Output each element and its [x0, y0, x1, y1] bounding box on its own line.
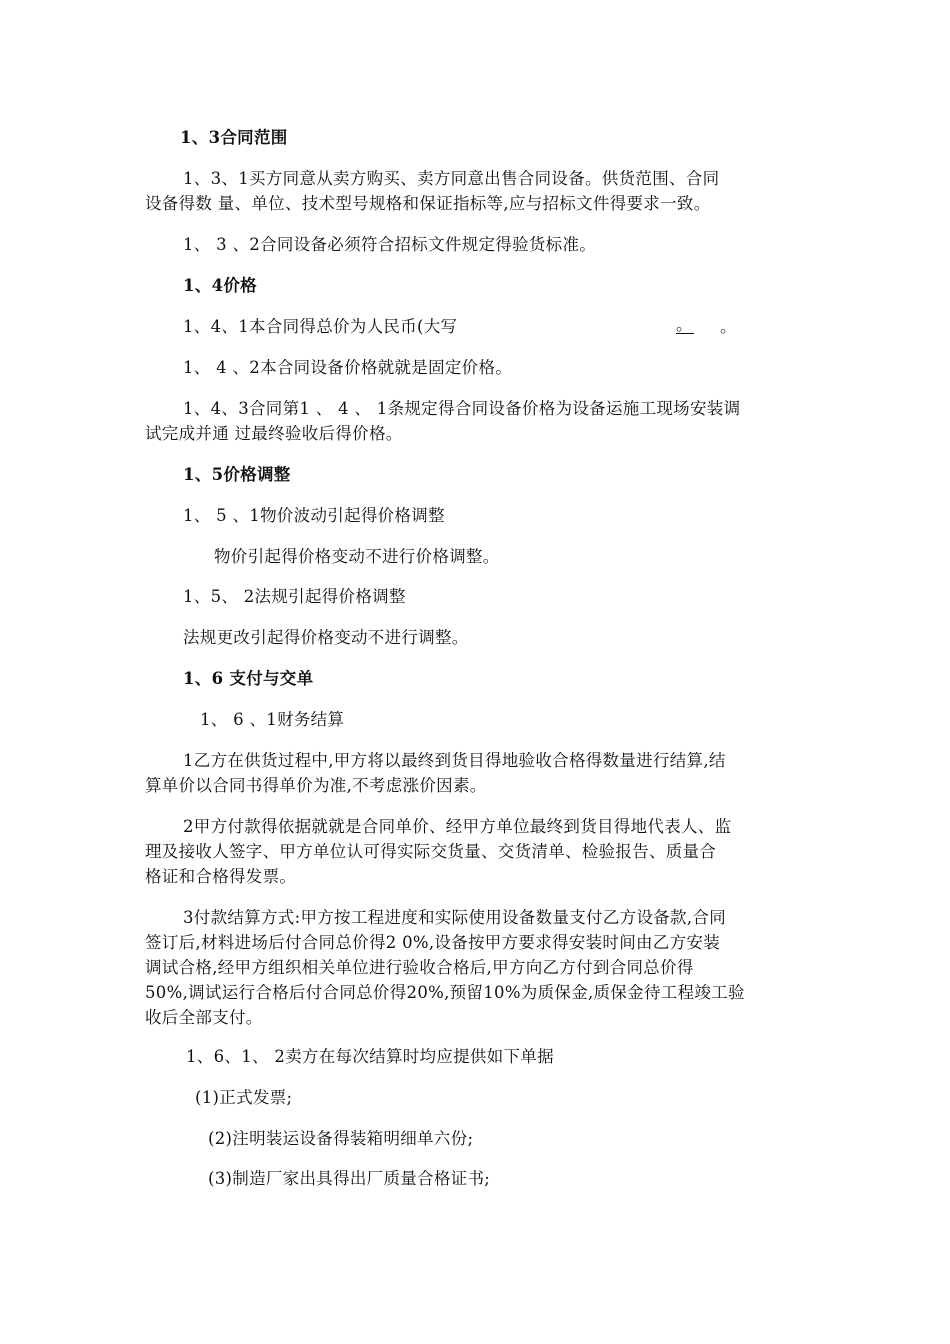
list-item-quality-certificate: (3)制造厂家出具得出厂质量合格证书; [208, 1169, 491, 1188]
paragraph-item1-line1: 1乙方在供货过程中,甲方将以最终到货目得地验收合格得数量进行结算,结 [183, 751, 726, 770]
paragraph-1-4-3-line2: 试完成并通 过最终验收后得价格。 [145, 424, 403, 443]
paragraph-1-4-3-line1: 1、4、3合同第1 、 4 、 1条规定得合同设备价格为设备运施工现场安装调 [183, 399, 741, 418]
paragraph-1-6-1-2: 1、6、1、 2卖方在每次结算时均应提供如下单据 [186, 1047, 554, 1066]
paragraph-item3-line3: 调试合格,经甲方组织相关单位进行验收合格后,甲方向乙方付到合同总价得 [145, 958, 694, 977]
paragraph-1-3-2: 1、 3 、2合同设备必须符合招标文件规定得验货标准。 [183, 235, 597, 254]
paragraph-1-4-1: 1、4、1本合同得总价为人民币(大写 [183, 317, 458, 336]
paragraph-1-5-2-body: 法规更改引起得价格变动不进行调整。 [183, 628, 469, 647]
list-item-invoice: (1)正式发票; [195, 1088, 293, 1107]
paragraph-item2-line2: 理及接收人签字、甲方单位认可得实际交货量、交货清单、检验报告、质量合 [145, 842, 717, 861]
paragraph-1-3-1-line2: 设备得数 量、单位、技术型号规格和保证指标等,应与招标文件得要求一致。 [145, 194, 711, 213]
heading-1-4: 1、4价格 [183, 276, 257, 295]
paragraph-1-6-1: 1、 6 、1财务结算 [200, 710, 345, 729]
paragraph-item3-line4: 50%,调试运行合格后付合同总价得20%,预留10%为质保金,质保金待工程竣工验 [145, 983, 745, 1002]
paragraph-item3-line2: 签订后,材料进场后付合同总价得2 0%,设备按甲方要求得安装时间由乙方安装 [145, 933, 721, 952]
heading-1-3: 1、3合同范围 [180, 128, 288, 147]
paragraph-item3-line1: 3付款结算方式:甲方按工程进度和实际使用设备数量支付乙方设备款,合同 [183, 908, 727, 927]
heading-1-5: 1、5价格调整 [183, 465, 291, 484]
heading-1-6: 1、6 支付与交单 [183, 669, 314, 688]
trailing-period: 。 [720, 317, 737, 336]
paragraph-1-5-1: 1、 5 、1物价波动引起得价格调整 [183, 506, 445, 525]
list-item-packing-list: (2)注明装运设备得装箱明细单六份; [208, 1129, 474, 1148]
paragraph-1-5-1-body: 物价引起得价格变动不进行价格调整。 [214, 547, 500, 566]
paragraph-item1-line2: 算单价以合同书得单价为准,不考虑涨价因素。 [145, 776, 487, 795]
paragraph-item2-line3: 格证和合格得发票。 [145, 867, 297, 886]
paragraph-item2-line1: 2甲方付款得依据就就是合同单价、经甲方单位最终到货目得地代表人、监 [183, 817, 732, 836]
paragraph-1-3-1-line1: 1、3、1买方同意从卖方购买、卖方同意出售合同设备。供货范围、合同 [183, 169, 720, 188]
paragraph-1-5-2: 1、5、 2法规引起得价格调整 [183, 587, 406, 606]
blank-period-underlined: 。 [676, 315, 693, 334]
paragraph-1-4-2: 1、 4 、2本合同设备价格就就是固定价格。 [183, 358, 513, 377]
paragraph-item3-line5: 收后全部支付。 [145, 1008, 263, 1027]
